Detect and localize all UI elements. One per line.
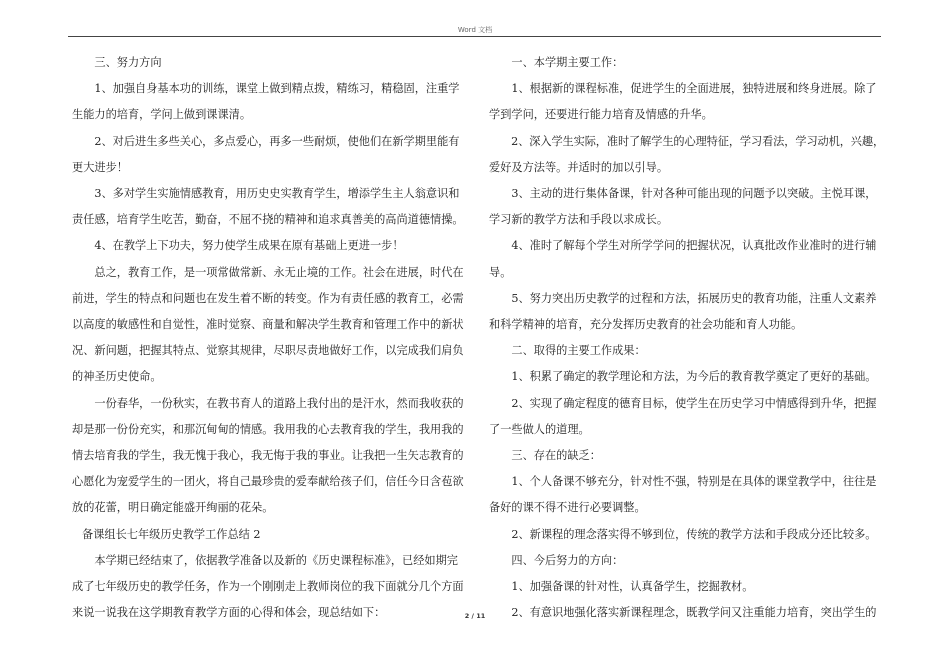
text-line: 4、在教学上下功夫，努力使学生成果在原有基础上更进一步！ <box>72 239 404 253</box>
text-line: 却是那一份份充实，和那沉甸甸的情感。我用我的心去教育我的学生，我用我的 <box>72 422 464 436</box>
text-line: 1、个人备课不够充分，针对性不强，特别是在具体的课堂教学中，往往是 <box>489 475 877 489</box>
text-line: 5、努力突出历史教学的过程和方法，拓展历史的教育功能，注重人文素养 <box>489 291 877 305</box>
text-line: 四、今后努力的方向： <box>489 553 624 567</box>
page-header: Word 文档 <box>457 26 493 34</box>
text-line: 1、加强备课的针对性，认真备学生，挖掘教材。 <box>489 580 754 594</box>
text-line: 导。 <box>489 265 512 279</box>
text-line: 学到学问，还要进行能力培育及情感的升华。 <box>489 108 713 122</box>
text-line: 学习新的教学方法和手段以求成长。 <box>489 213 669 227</box>
text-line: 二、取得的主要工作成果： <box>489 344 646 358</box>
text-line: 总之，教育工作，是一项常做常新、永无止境的工作。社会在进展，时代在 <box>72 265 464 279</box>
text-line: 责任感，培育学生吃苦，勤奋，不屈不挠的精神和追求真善美的高尚道德情操。 <box>72 213 464 227</box>
text-line: 心愿化为宠爱学生的一团火，将自己最珍贵的爱奉献给孩子们，信任今日含苞欲 <box>72 475 464 489</box>
text-line: 1、加强自身基本功的训练，课堂上做到精点拨，精练习，精稳固，注重学 <box>72 82 460 96</box>
text-line: 况、新问题，把握其特点、觉察其规律，尽职尽责地做好工作，以完成我们肩负 <box>72 344 464 358</box>
text-line: 2、新课程的理念落实得不够到位，传统的教学方法和手段成分还比较多。 <box>489 527 877 541</box>
text-line: 3、主动的进行集体备课，针对各种可能出现的问题予以突破。主悦耳课， <box>489 187 877 201</box>
text-line: 前进，学生的特点和问题也在发生着不断的转变。作为有责任感的教育工，必需 <box>72 291 464 305</box>
text-line: 放的花蕾，明日确定能盛开绚丽的花朵。 <box>72 501 274 515</box>
text-line: 3、多对学生实施情感教育，用历史史实教育学生，增添学生主人翁意识和 <box>72 187 460 201</box>
text-line: 2、有意识地强化落实新课程理念，既教学问又注重能力培育，突出学生的 <box>489 606 877 620</box>
text-line: 三、存在的缺乏： <box>489 449 601 463</box>
text-line: 三、努力方向 <box>72 56 162 69</box>
text-line: 2、实现了确定程度的德育目标，使学生在历史学习中情感得到升华，把握 <box>489 396 877 410</box>
text-line: 4、准时了解每个学生对所学学问的把握状况，认真批改作业准时的进行辅 <box>489 239 877 253</box>
text-line: 2、深入学生实际，准时了解学生的心理特征，学习看法，学习动机，兴趣， <box>489 134 885 148</box>
text-line: 2、对后进生多些关心，多点爱心，再多一些耐烦，使他们在新学期里能有 <box>72 134 460 148</box>
right-column <box>489 50 884 626</box>
text-line: 的神圣历史使命。 <box>72 370 162 384</box>
text-line: 爱好及方法等。并适时的加以引导。 <box>489 160 669 174</box>
text-line: 成了七年级历史的教学任务，作为一个刚刚走上教师岗位的我下面就分几个方面 <box>72 580 464 594</box>
page-number: 2 / 11 <box>464 612 486 620</box>
section-title: 备课组长七年级历史教学工作总结 2 <box>82 527 261 541</box>
text-line: 以高度的敏感性和自觉性，准时觉察、商量和解决学生教育和管理工作中的新状 <box>72 318 464 332</box>
text-line: 情去培育我的学生，我无愧于我心，我无悔于我的事业。让我把一生矢志教育的 <box>72 449 464 463</box>
text-line: 生能力的培育，学问上做到课课清。 <box>72 108 252 122</box>
header-divider <box>68 36 881 37</box>
text-line: 一份春华，一份秋实，在教书育人的道路上我付出的是汗水，然而我收获的 <box>72 396 464 410</box>
text-line: 1、根据新的课程标准，促进学生的全面进展，独特进展和终身进展。除了 <box>489 82 877 96</box>
text-line: 一、本学期主要工作： <box>489 56 624 69</box>
text-line: 和科学精神的培育，充分发挥历史教育的社会功能和育人功能。 <box>489 318 803 332</box>
text-line: 了一些做人的道理。 <box>489 422 590 436</box>
text-line: 来说一说我在这学期教育教学方面的心得和体会，现总结如下： <box>72 606 386 620</box>
text-line: 备好的课不得不进行必要调整。 <box>489 501 646 515</box>
text-line: 1、积累了确定的教学理论和方法，为今后的教育教学奠定了更好的基础。 <box>489 370 877 384</box>
left-column <box>72 50 467 626</box>
text-line: 本学期已经结束了，依据教学准备以及新的《历史课程标准》，已经如期完 <box>72 553 458 567</box>
text-line: 更大进步！ <box>72 160 128 174</box>
